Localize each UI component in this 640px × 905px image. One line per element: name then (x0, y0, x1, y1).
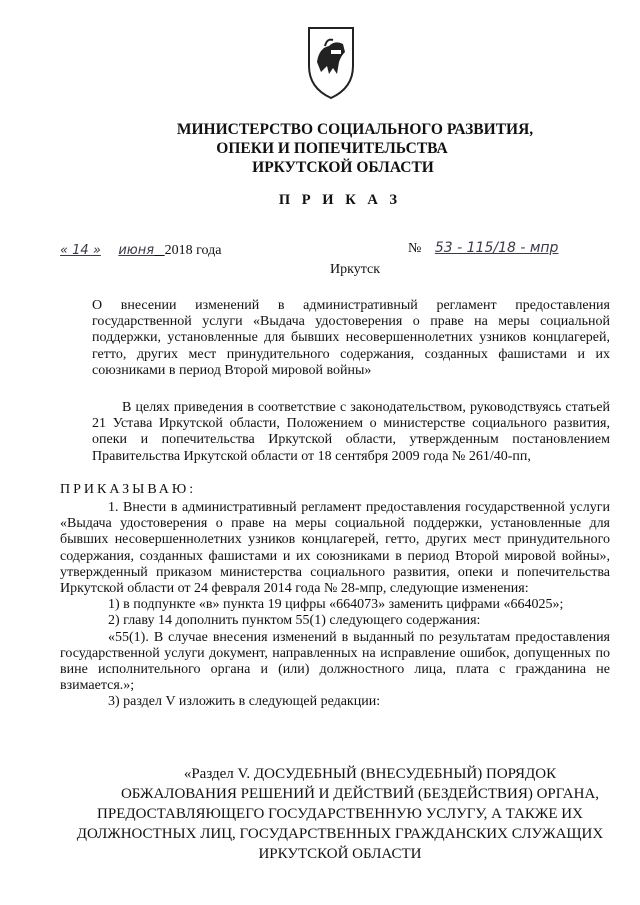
sub-item-2: 2) главу 14 дополнить пунктом 55(1) следующего содержания: (108, 613, 481, 629)
sub-item-1: 1) в подпункте «в» пункта 19 цифры «664073» заменить цифрами «664025»; (108, 597, 564, 613)
order-body (60, 500, 610, 711)
number-value: 53 - 115/18 - мпр (434, 240, 559, 256)
preamble (92, 400, 610, 465)
quote-55-1: «55(1). В случае внесения изменений в выданный по результатам предоставления государственной услуги документ, направленных на исправление ошибок, допущенных по вине исполнительного органа и (или) должностного лица, плата с гражданина не взимается.»; (60, 629, 610, 694)
date-month: июня (118, 243, 155, 258)
section-line-2: ОБЖАЛОВАНИЯ РЕШЕНИЙ И ДЕЙСТВИЙ (БЕЗДЕЙСТВИЯ) ОРГАНА, (120, 786, 600, 802)
item-1: 1. Внести в административный регламент предоставления государственной услуги «Выдача удостоверения о праве на меры социальной поддержки, установленные для бывших несовершеннолетних узников концлагерей, гетто, других мест принудительного содержания, созданных фашистами и их союзниками в период Второй мировой войны», утвержденный приказом министерства социального развития, опеки и попечительства Иркутской области от 24 февраля 2014 года № 28-мпр, следующие изменения: (60, 500, 610, 597)
preamble-text: В целях приведения в соответствие с законодательством, руководствуясь статьей 21 Устава Иркутской области, Положением о министерстве социального развития, опеки и попечительства Иркутской области, утвержденным постановлением Правительства Иркутской области от 18 сентября 2009 года № 261/40-пп, (92, 400, 610, 464)
section-line-1: «Раздел V. ДОСУДЕБНЫЙ (ВНЕСУДЕБНЫЙ) ПОРЯДОК (183, 766, 557, 782)
city: Иркутск (330, 262, 381, 277)
document-date (60, 243, 221, 259)
section-heading (60, 764, 620, 864)
coat-of-arms-icon (305, 22, 357, 102)
section-line-4: ДОЛЖНОСТНЫХ ЛИЦ, ГОСУДАРСТВЕННЫХ ГРАЖДАНСКИХ СЛУЖАЩИХ (76, 826, 604, 842)
number-label: № (408, 241, 422, 256)
document-type: П Р И К А З (278, 192, 402, 208)
ministry-line-3: ИРКУТСКОЙ ОБЛАСТИ (252, 159, 434, 176)
document-title (92, 298, 610, 379)
title-text: О внесении изменений в административный регламент предоставления государственной услуги «Выдача удостоверения о праве на меры социальной поддержки, установленные для бывших несовершеннолетних узников концлагерей, гетто, других мест принудительного содержания, созданных фашистами и их союзниками в период Второй мировой войны» (92, 298, 610, 378)
date-day: « 14 » (60, 243, 101, 258)
ministry-line-2: ОПЕКИ И ПОПЕЧИТЕЛЬСТВА (216, 140, 448, 157)
date-year: 2018 года (164, 243, 222, 258)
section-line-3: ПРЕДОСТАВЛЯЮЩЕГО ГОСУДАРСТВЕННУЮ УСЛУГУ, А ТАКЖЕ ИХ (97, 806, 583, 822)
section-line-5: ИРКУТСКОЙ ОБЛАСТИ (258, 846, 422, 862)
ministry-line-1: МИНИСТЕРСТВО СОЦИАЛЬНОГО РАЗВИТИЯ, (176, 121, 534, 138)
document-number (408, 240, 558, 257)
sub-item-3: 3) раздел V изложить в следующей редакции: (108, 694, 381, 710)
order-word: ПРИКАЗЫВАЮ: (60, 482, 197, 497)
ministry-name (0, 120, 640, 177)
